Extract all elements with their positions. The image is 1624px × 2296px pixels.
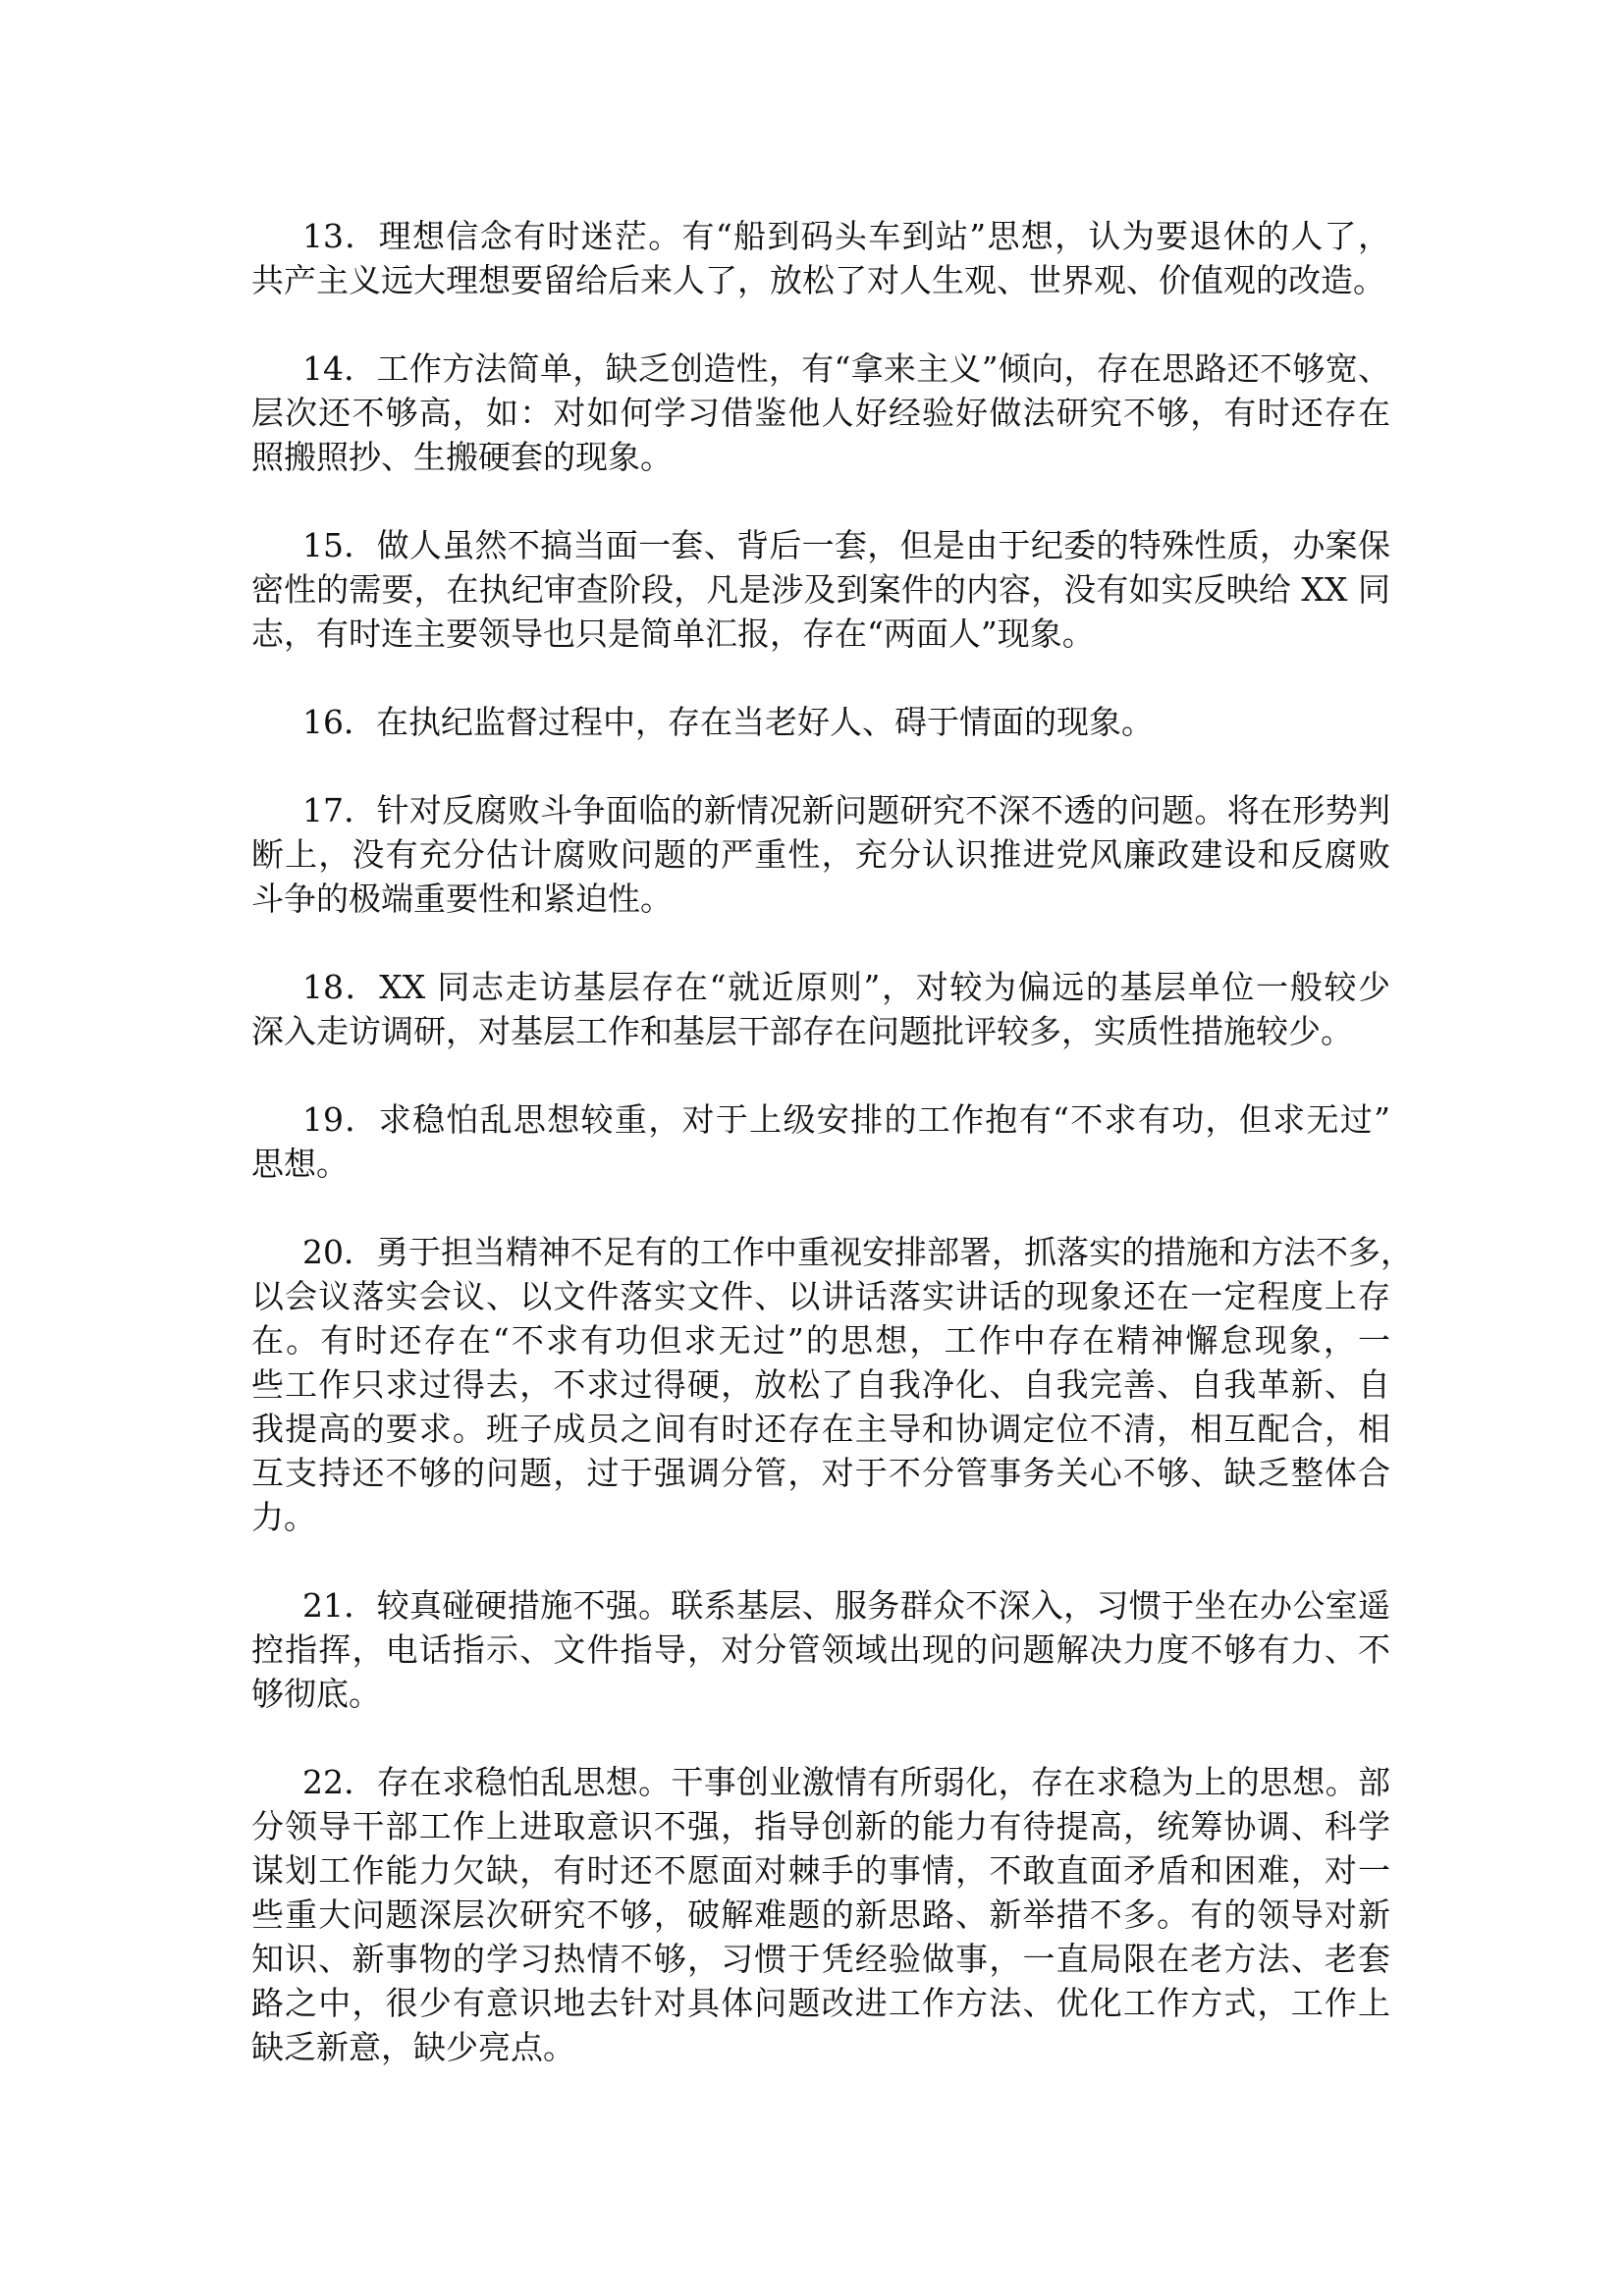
paragraph-line: 控指挥，电话指示、文件指导，对分管领域出现的问题解决力度不够有力、不 (251, 1630, 1390, 1669)
paragraph-line: 志，有时连主要领导也只是简单汇报，存在“两面人”现象。 (251, 614, 1095, 653)
paragraph-line: 21．较真碰硬措施不强。联系基层、服务群众不深入，习惯于坐在办公室遥 (302, 1586, 1390, 1625)
paragraph-line: 22．存在求稳怕乱思想。干事创业激情有所弱化，存在求稳为上的思想。部 (302, 1763, 1390, 1801)
paragraph-line: 思想。 (251, 1145, 349, 1183)
paragraph-line: 分领导干部工作上进取意识不强，指导创新的能力有待提高，统筹协调、科学 (251, 1807, 1390, 1845)
paragraph-line: 20．勇于担当精神不足有的工作中重视安排部署，抓落实的措施和方法不多， (302, 1233, 1413, 1271)
paragraph-line: 我提高的要求。班子成员之间有时还存在主导和协调定位不清，相互配合，相 (251, 1410, 1390, 1448)
paragraph-item-17 (251, 788, 1390, 921)
paragraph-line: 在。有时还存在“不求有功但求无过”的思想，工作中存在精神懈怠现象，一 (251, 1321, 1390, 1360)
paragraph-line: 照搬照抄、生搬硬套的现象。 (251, 438, 673, 476)
paragraph-line: 断上，没有充分估计腐败问题的严重性，充分认识推进党风廉政建设和反腐败 (251, 835, 1390, 874)
paragraph-line: 些工作只求过得去，不求过得硬，放松了自我净化、自我完善、自我革新、自 (251, 1365, 1390, 1404)
paragraph-line: 19．求稳怕乱思想较重，对于上级安排的工作抱有“不求有功，但求无过” (302, 1100, 1390, 1139)
paragraph-line: 16．在执纪监督过程中，存在当老好人、碍于情面的现象。 (302, 703, 1154, 741)
paragraph-line: 15．做人虽然不搞当面一套、背后一套，但是由于纪委的特殊性质，办案保 (302, 526, 1390, 564)
paragraph-item-20 (251, 1230, 1413, 1539)
paragraph-item-21 (251, 1583, 1390, 1716)
paragraph-line: 13．理想信念有时迷茫。有“船到码头车到站”思想，认为要退休的人了， (302, 217, 1390, 255)
paragraph-item-16 (251, 700, 1390, 744)
paragraph-line: 层次还不够高，如：对如何学习借鉴他人好经验好做法研究不够，有时还存在 (251, 394, 1390, 432)
paragraph-item-14 (251, 347, 1390, 479)
paragraph-line: 路之中，很少有意识地去针对具体问题改进工作方法、优化工作方式，工作上 (251, 1984, 1390, 2022)
document-body (251, 214, 1413, 2113)
paragraph-line: 些重大问题深层次研究不够，破解难题的新思路、新举措不多。有的领导对新 (251, 1896, 1390, 1934)
paragraph-line: 17．针对反腐败斗争面临的新情况新问题研究不深不透的问题。将在形势判 (302, 791, 1390, 829)
paragraph-line: 深入走访调研，对基层工作和基层干部存在问题批评较多，实质性措施较少。 (251, 1012, 1353, 1050)
paragraph-item-18 (251, 965, 1390, 1053)
paragraph-line: 密性的需要，在执纪审查阶段，凡是涉及到案件的内容，没有如实反映给 XX 同 (251, 570, 1390, 609)
paragraph-line: 谋划工作能力欠缺，有时还不愿面对棘手的事情，不敢直面矛盾和困难，对一 (251, 1851, 1390, 1890)
paragraph-line: 斗争的极端重要性和紧迫性。 (251, 880, 673, 918)
paragraph-line: 18．XX 同志走访基层存在“就近原则”，对较为偏远的基层单位一般较少 (302, 968, 1390, 1006)
paragraph-item-22 (251, 1760, 1390, 2069)
paragraph-line: 缺乏新意，缺少亮点。 (251, 2028, 575, 2066)
paragraph-line: 知识、新事物的学习热情不够，习惯于凭经验做事，一直局限在老方法、老套 (251, 1940, 1390, 1978)
paragraph-line: 14．工作方法简单，缺乏创造性，有“拿来主义”倾向，存在思路还不够宽、 (302, 349, 1390, 388)
paragraph-line: 够彻底。 (251, 1675, 381, 1713)
paragraph-item-15 (251, 523, 1390, 656)
paragraph-line: 力。 (251, 1498, 316, 1536)
paragraph-line: 以会议落实会议、以文件落实文件、以讲话落实讲话的现象还在一定程度上存 (251, 1277, 1390, 1315)
paragraph-item-13 (251, 214, 1390, 302)
paragraph-item-19 (251, 1097, 1390, 1186)
paragraph-line: 共产主义远大理想要留给后来人了，放松了对人生观、世界观、价值观的改造。 (251, 261, 1385, 299)
paragraph-line: 互支持还不够的问题，过于强调分管，对于不分管事务关心不够、缺乏整体合 (251, 1454, 1390, 1492)
